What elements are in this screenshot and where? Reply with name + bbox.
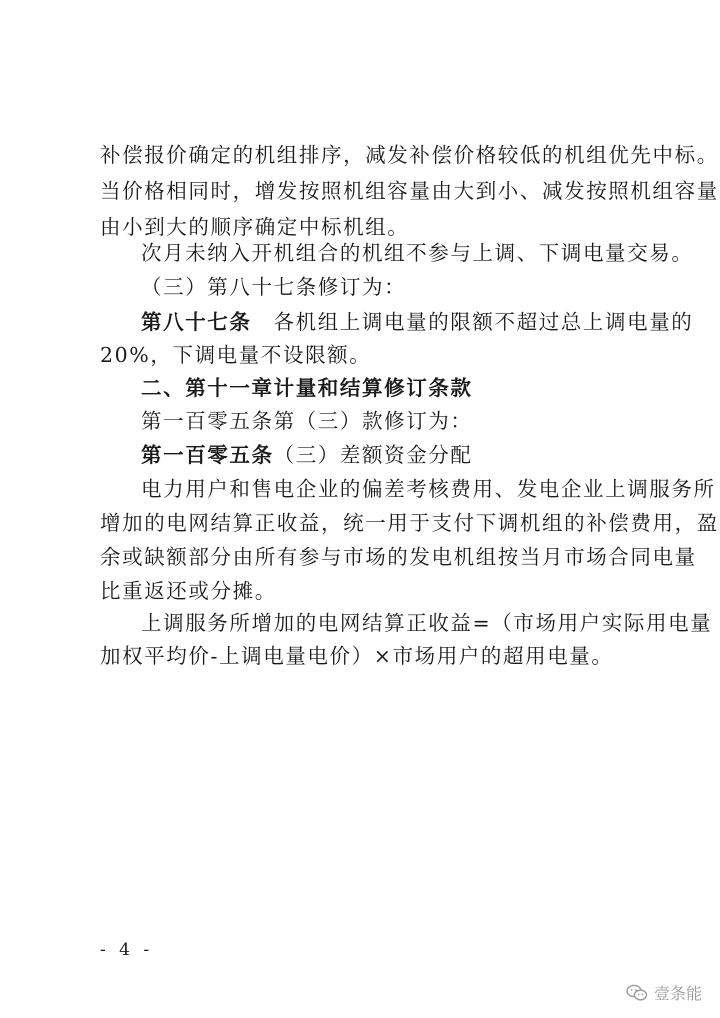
paragraph-line: 上调服务所增加的电网结算正收益=（市场用户实际用电量 <box>141 611 713 635</box>
paragraph-line: 加权平均价-上调电量电价）×市场用户的超用电量。 <box>100 644 614 668</box>
article-105-label: 第一百零五条 <box>141 443 274 467</box>
subsection-heading: 第一百零五条第（三）款修订为： <box>141 409 473 433</box>
article-105-text: （三）差额资金分配 <box>273 443 473 467</box>
paragraph-line: 比重返还或分摊。 <box>100 579 277 603</box>
paragraph-line: 补偿报价确定的机组排序，减发补偿价格较低的机组优先中标。 <box>100 143 719 167</box>
watermark-text: 壹条能 <box>653 984 702 1003</box>
watermark <box>626 981 702 1004</box>
page-number: - 4 - <box>100 940 154 960</box>
paragraph-line: 次月未纳入开机组合的机组不参与上调、下调电量交易。 <box>141 241 694 265</box>
paragraph-line: 当价格相同时，增发按照机组容量由大到小、减发按照机组容量 <box>100 179 719 203</box>
section-heading: （三）第八十七条修订为： <box>141 275 407 299</box>
paragraph-line: 增加的电网结算正收益，统一用于支付下调机组的补偿费用，盈 <box>100 511 719 535</box>
article-87-label: 第八十七条 <box>141 310 252 334</box>
chapter-heading: 二、第十一章计量和结算修订条款 <box>141 376 473 400</box>
article-87-text: 各机组上调电量的限额不超过总上调电量的 <box>273 310 694 334</box>
paragraph-line: 电力用户和售电企业的偏差考核费用、发电企业上调服务所 <box>141 477 716 501</box>
wechat-icon <box>626 984 648 1002</box>
paragraph-line: 20%，下调电量不设限额。 <box>100 343 372 367</box>
paragraph-line: 由小到大的顺序确定中标机组。 <box>100 215 410 239</box>
paragraph-line: 余或缺额部分由所有参与市场的发电机组按当月市场合同电量 <box>100 545 697 569</box>
article-87-line <box>141 307 694 337</box>
article-105-line <box>141 440 681 470</box>
